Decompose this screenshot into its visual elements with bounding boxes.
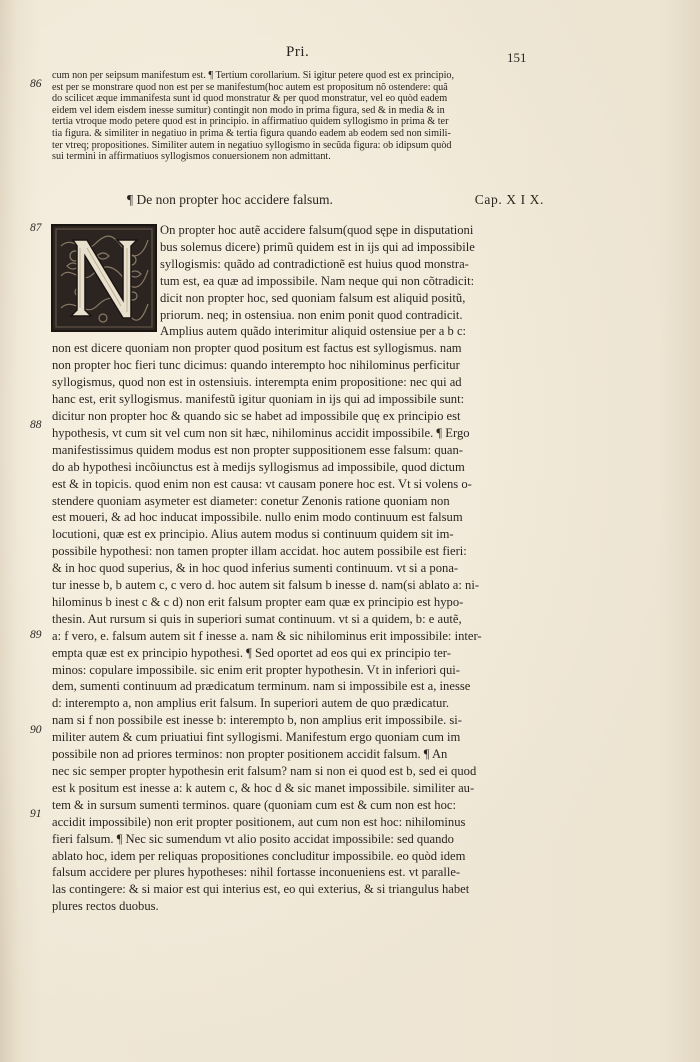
margin-number-88: 88: [30, 419, 42, 431]
text-line: ablato hoc, idem per reliquas propositiones concluditur impossibile. eo quòd idem: [52, 848, 466, 863]
text-line: d: interempto a, non amplius erit falsum. In superiori autem de quo prædicatur.: [52, 696, 449, 711]
text-line: priorum. neq; in ostensiua. non enim ponit quod contradicit.: [160, 307, 463, 322]
text-line: plures rectos duobus.: [52, 899, 159, 914]
text-line: bus solemus dicere) primũ quidem est in ijs qui ad impossibile: [160, 239, 475, 254]
text-line: tem & in sursum sumenti terminos. quare (quoniam cum est & cum non est hoc:: [52, 797, 456, 812]
text-line: cum non per seipsum manifestum est. ¶ Tertium corollarium. Si igitur petere quod est ex principio,: [52, 70, 455, 81]
text-line: locutioni, quæ est ex principio. Alius autem modus si continuum quidem sit im-: [52, 527, 454, 542]
chapter-title: ¶ De non propter hoc accidere falsum.: [127, 192, 333, 207]
text-line: a: f vero, e. falsum autem sit f inesse a. nam & sic nihilominus erit impossibile: inter-: [52, 628, 482, 643]
text-line: est moueri, & ad hoc inducat impossibile. nullo enim modo continuum est falsum: [52, 510, 463, 525]
text-line: On propter hoc autẽ accidere falsum(quod sępe in disputationi: [160, 223, 474, 237]
text-line: possibile hypothesi: non tamen propter illam accidat. hoc autem possibile est fieri:: [52, 544, 467, 559]
text-line: empta quæ est ex principio hypothesi. ¶ Sed oportet ad eos qui ex principio ter-: [52, 645, 451, 660]
text-line: non est dicere quoniam non propter quod positum est factus est syllogismus. nam: [52, 341, 462, 356]
text-line: tur inesse b, b autem c, c vero d. hoc autem sit falsum b inesse d. nam(si ablato a: ni-: [52, 578, 480, 593]
chapter-body: [52, 222, 544, 915]
text-line: possibile non ad priores terminos: non propter positionem accidit falsum. ¶ An: [52, 747, 448, 762]
text-line: eidem vel idem eisdem inesse sumitur) contingit non modo in prima figura, sed & in media & in: [52, 104, 445, 116]
text-line: tum est, ea quæ ad impossibile. Nam neque qui non cõtradicit:: [160, 273, 475, 288]
corollary-paragraph: [52, 70, 544, 163]
text-line: & in hoc quod superius, & in hoc quod inferius sumenti continuum. vt si a pona-: [52, 561, 459, 576]
text-line: Amplius autem quãdo interimitur aliquid ostensiue per a b c:: [160, 324, 467, 339]
text-line: dem, sumenti continuum ad prædicatum terminum. nam si impossibile est a, inesse: [52, 679, 471, 694]
text-line: accidit impossibile) non erit propter positionem, aut cum non est hoc: nihilominus: [52, 814, 466, 829]
text-line: do scilicet æque immanifesta sunt id quod monstratur & per quod monstratur, vel eo quòd eadem: [52, 93, 448, 105]
margin-number-90: 90: [30, 724, 42, 736]
text-line: minos: copulare impossibile. sic enim erit propter hypothesin. Vt in inferiori qui-: [52, 662, 460, 677]
text-line: syllogismus, quod non est in ostensiuis. interempta enim propositione: nec qui ad: [52, 375, 462, 390]
text-line: manifestissimus quidem modus est non propter suppositionem esse falsum: quan-: [52, 442, 464, 457]
text-line: thesin. Aut rursum si quis in superiori sumat continuum. vt si a quidem, b: e autẽ,: [52, 611, 462, 626]
text-line: sui termini in affirmatiuos syllogismos conuersionem non admittant.: [52, 151, 331, 163]
text-line: do ab hypothesi incõiunctus est à medijs syllogismus ad impossibile, quod dictum: [52, 459, 465, 474]
text-line: nec sic semper propter hypothesin erit falsum? nam si non ei quod est b, sed ei quod: [52, 764, 477, 778]
text-line: syllogismis: quãdo ad contradictionẽ est huius quod monstra-: [160, 256, 469, 271]
text-line: tertia vtroque modo petere quod est in principio. in affirmatiuo quidem syllogismo in prima & ter: [52, 116, 449, 128]
text-line: dicit non propter hoc, sed quoniam falsum est aliquid positũ,: [160, 290, 466, 305]
text-line: militer autem & cum priuatiui fint syllogismi. Manifestum ergo quoniam cum im: [52, 730, 461, 745]
text-line: hilominus b inest c & c d) non erit falsum propter eam quæ ex principio est hypo-: [52, 594, 464, 609]
text-line: las contingere: & si maior est qui interius est, eo qui exterius, & si triangulus habet: [52, 882, 470, 897]
text-line: falsum accidere per plures hypotheses: nihil fortasse inconueniens est. vt paralle-: [52, 865, 461, 880]
text-line: dicitur non propter hoc & quando sic se habet ad impossibile quę ex principio est: [52, 408, 461, 423]
text-line: est per se monstrare quod non est per se manifestum(hoc autem est propositum nõ ostendere: quã: [52, 81, 448, 93]
page-number: 151: [507, 50, 527, 65]
text-line: non propter hoc fieri tunc dicimus: quando interempto hoc nihilominus perficitur: [52, 358, 460, 373]
margin-number-86: 86: [30, 78, 42, 90]
text-line: stendere quoniam asymeter est diameter: conetur Zenonis ratione quoniam non: [52, 493, 450, 508]
text-line: est k positum est inesse a: k autem c, & hoc d & sic manet impossibile. similiter au-: [52, 780, 475, 795]
text-line: hypothesis, vt cum sit vel cum non sit hæc, nihilominus accidit impossibile. ¶ Ergo: [52, 425, 470, 440]
running-head: Pri.: [286, 44, 310, 60]
margin-number-89: 89: [30, 629, 42, 641]
chapter-number: Cap. X I X.: [474, 192, 544, 207]
text-line: ter vtreq; propositiones. Similiter autem in negatiuo syllogismo in secũda figura: ob idipsum quòd: [52, 139, 452, 151]
text-line: nam si f non possibile est inesse b: interempto b, non amplius erit impossibile. si-: [52, 713, 462, 728]
text-line: tia figura. & similiter in negatiuo in prima & tertia figura quando eadem ab eodem sed non simili-: [52, 127, 451, 139]
margin-number-87: 87: [30, 222, 42, 234]
margin-number-91: 91: [30, 808, 42, 820]
text-line: fieri falsum. ¶ Nec sic sumendum vt alio posito accidat impossibile: sed quando: [52, 831, 454, 846]
text-line: hanc est, erit syllogismus. manifestũ igitur quoniam in ijs qui ad impossibile sunt:: [52, 392, 465, 407]
text-line: est & in topicis. quod enim non est causa: vt causam ponere hoc est. Vt si volens o-: [52, 476, 472, 491]
